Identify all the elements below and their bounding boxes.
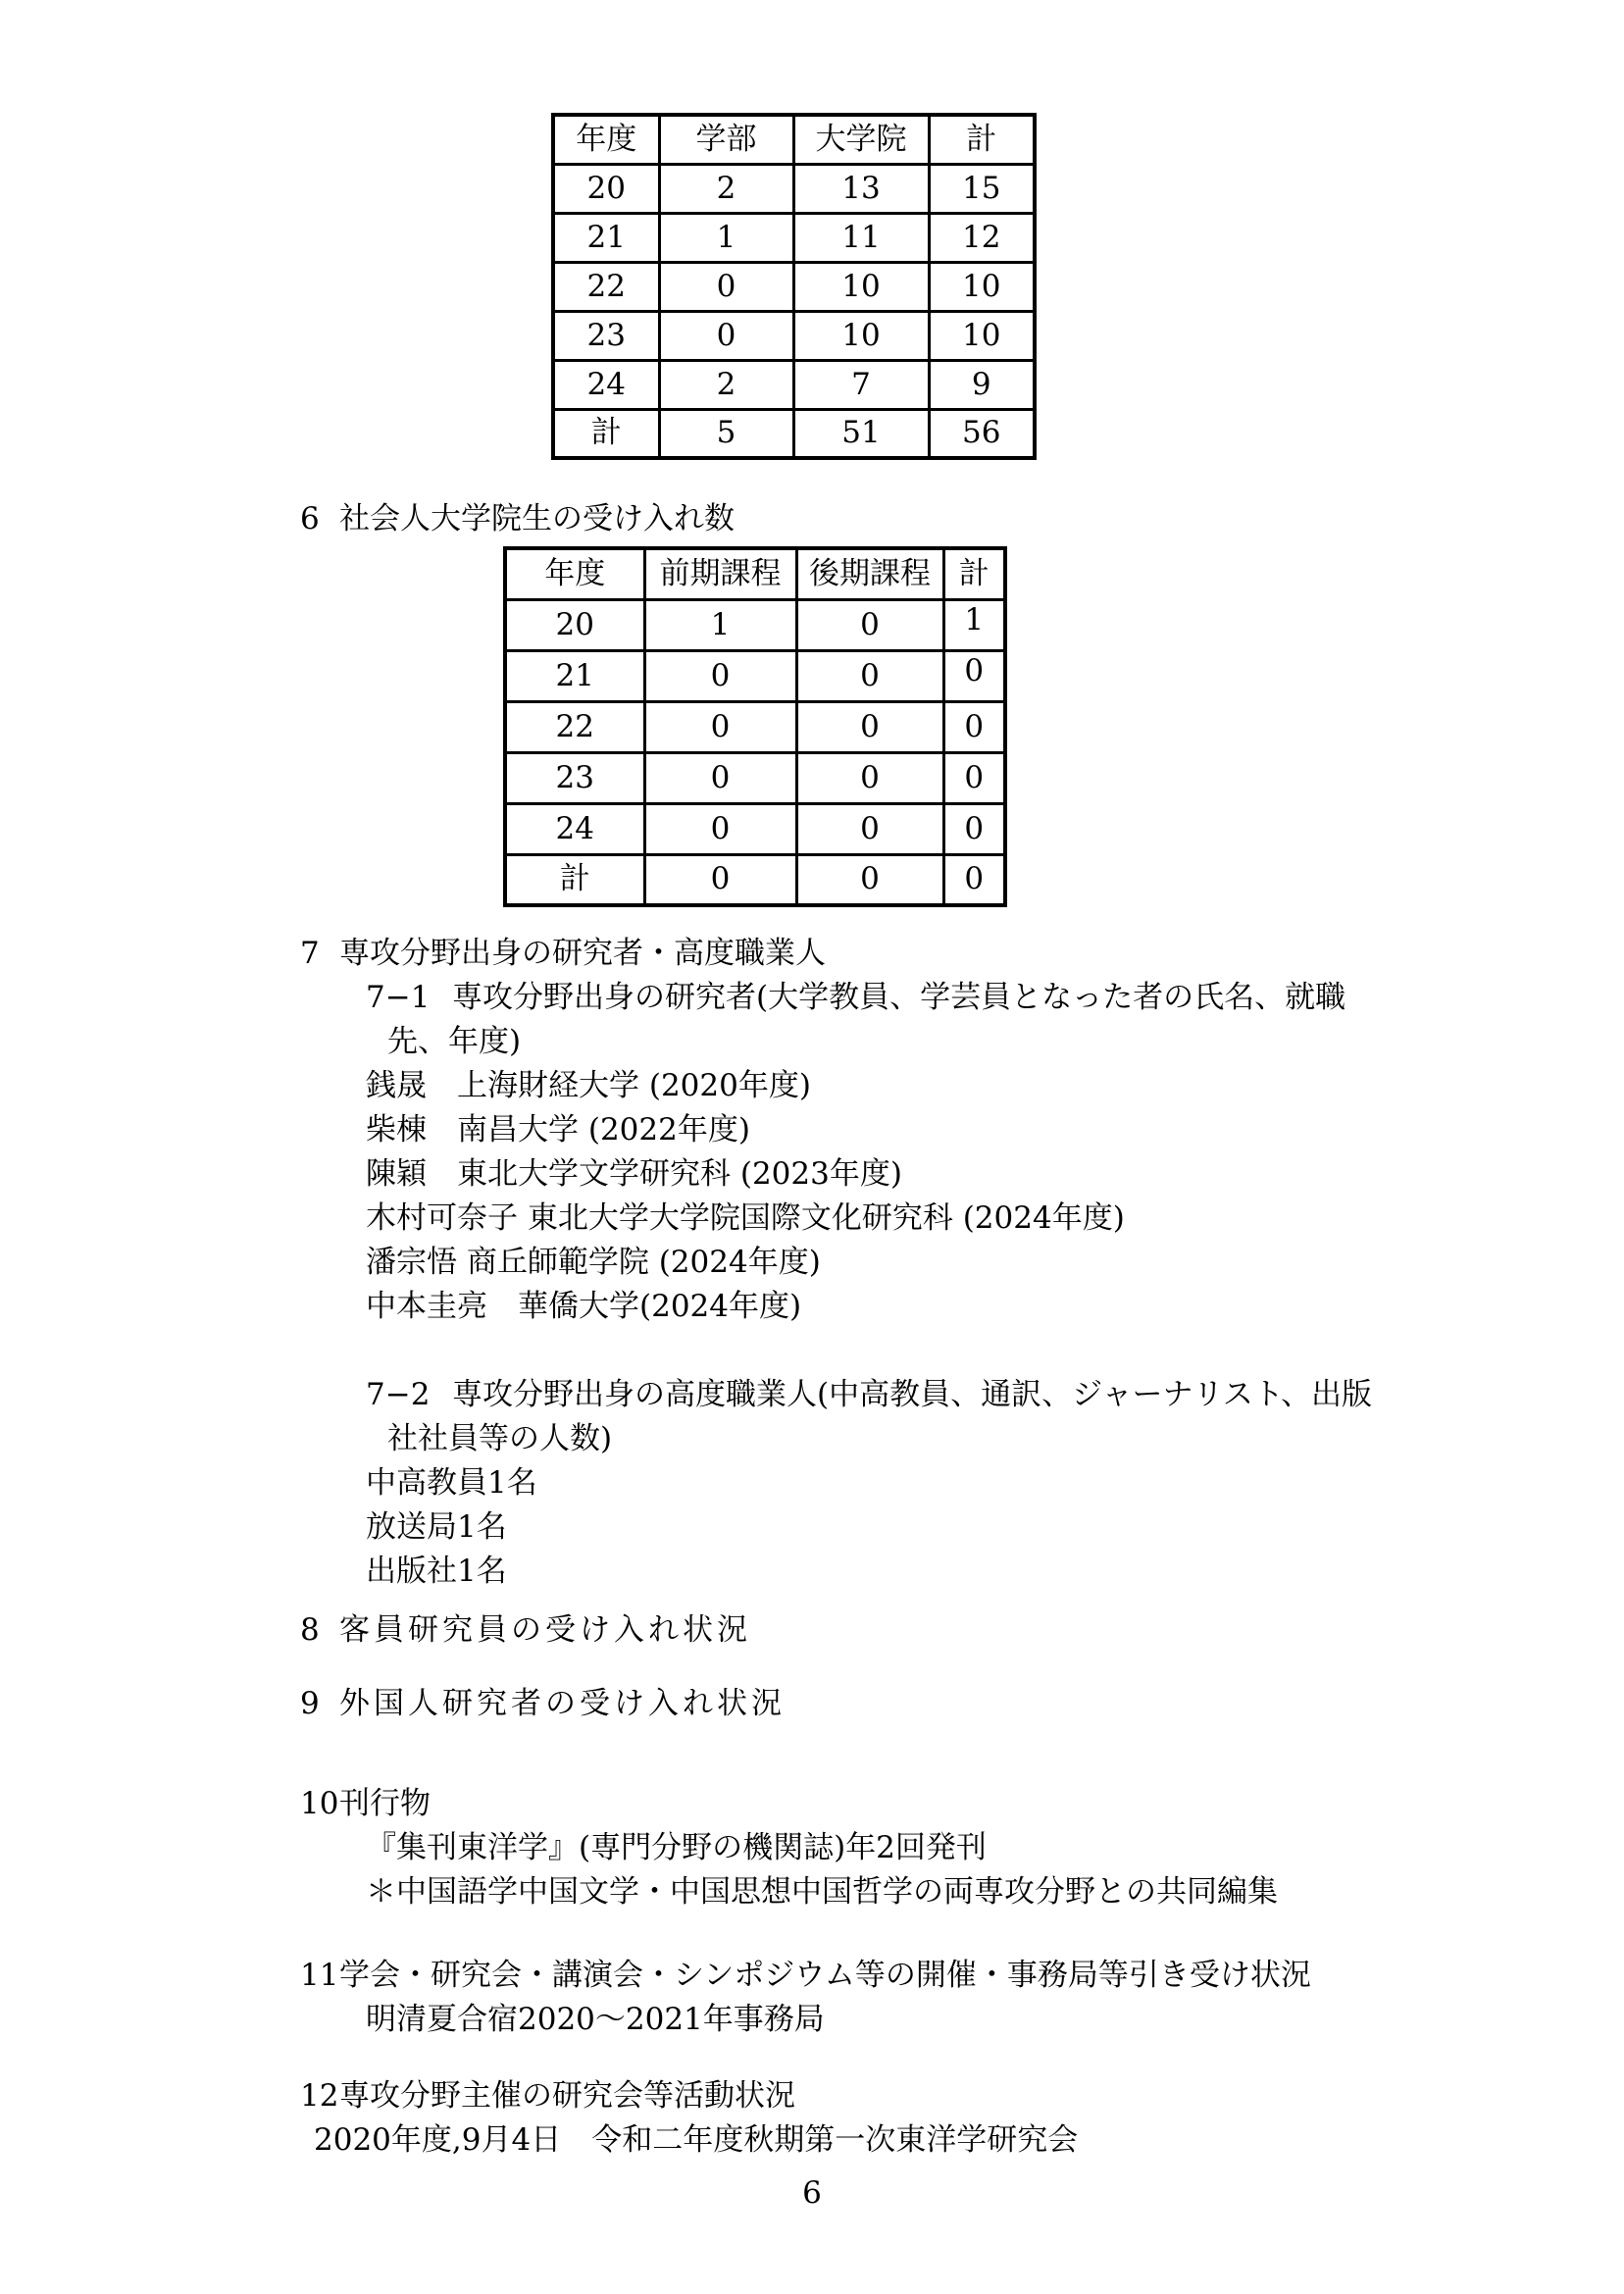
professional-line: 中高教員1名 bbox=[366, 1465, 537, 1501]
admissions-table-head bbox=[553, 115, 1035, 164]
subsection-title-continuation: 先、年度) bbox=[387, 1024, 522, 1059]
section-title: 専攻分野出身の研究者・高度職業人 bbox=[339, 936, 826, 971]
table-cell: 0 bbox=[796, 650, 943, 701]
table-cell: 0 bbox=[943, 650, 1005, 701]
section-title: 刊行物 bbox=[339, 1786, 431, 1821]
column-header: 計 bbox=[929, 115, 1035, 164]
table-cell: 10 bbox=[929, 311, 1035, 360]
table-cell: 23 bbox=[553, 311, 659, 360]
subsection-number: 7−2 bbox=[366, 1377, 431, 1412]
table-cell: 0 bbox=[796, 752, 943, 803]
page-number: 6 bbox=[802, 2175, 822, 2211]
section-title: 社会人大学院生の受け入れ数 bbox=[339, 501, 735, 536]
table-cell: 51 bbox=[793, 409, 929, 458]
column-header: 前期課程 bbox=[644, 548, 796, 599]
table-header-row bbox=[505, 548, 1005, 599]
table-cell: 21 bbox=[505, 650, 644, 701]
table-cell: 0 bbox=[796, 701, 943, 752]
table-row bbox=[505, 599, 1005, 650]
subsection-number: 7−1 bbox=[366, 980, 431, 1015]
table-cell: 7 bbox=[793, 360, 929, 409]
column-header: 大学院 bbox=[793, 115, 929, 164]
table-row bbox=[553, 311, 1035, 360]
table-cell: 0 bbox=[943, 752, 1005, 803]
table-cell: 15 bbox=[929, 164, 1035, 213]
table-cell: 21 bbox=[553, 213, 659, 262]
column-header: 後期課程 bbox=[796, 548, 943, 599]
table-header-row bbox=[553, 115, 1035, 164]
section-heading-6 bbox=[0, 497, 1624, 541]
subsection-heading-7-1 bbox=[0, 976, 1624, 1020]
table-row bbox=[505, 803, 1005, 854]
table-cell: 0 bbox=[943, 854, 1005, 905]
table-cell: 10 bbox=[793, 262, 929, 311]
table-cell: 12 bbox=[929, 213, 1035, 262]
table-cell: 0 bbox=[644, 650, 796, 701]
table-row bbox=[553, 213, 1035, 262]
section-number: 6 bbox=[300, 501, 320, 536]
section-title: 専攻分野主催の研究会等活動状況 bbox=[339, 2078, 795, 2114]
table-cell: 0 bbox=[943, 701, 1005, 752]
table-cell: 0 bbox=[644, 803, 796, 854]
table-cell: 5 bbox=[659, 409, 793, 458]
publication-note-line: ＊中国語学中国文学・中国思想中国哲学の両専攻分野との共同編集 bbox=[366, 1874, 1278, 1910]
table-cell: 9 bbox=[929, 360, 1035, 409]
section-title: 学会・研究会・講演会・シンポジウム等の開催・事務局等引き受け状況 bbox=[339, 1958, 1311, 1993]
working-adult-table-body bbox=[505, 599, 1005, 905]
table-row bbox=[505, 701, 1005, 752]
subsection-title: 専攻分野出身の研究者(大学教員、学芸員となった者の氏名、就職 bbox=[452, 980, 1346, 1015]
table-cell: 0 bbox=[943, 803, 1005, 854]
table-cell: 0 bbox=[659, 262, 793, 311]
table-cell: 計 bbox=[505, 854, 644, 905]
table-cell: 23 bbox=[505, 752, 644, 803]
table-cell: 10 bbox=[793, 311, 929, 360]
column-header: 学部 bbox=[659, 115, 793, 164]
subsection-heading-7-2 bbox=[0, 1373, 1624, 1417]
table-row bbox=[553, 409, 1035, 458]
table-cell: 11 bbox=[793, 213, 929, 262]
table-row bbox=[553, 262, 1035, 311]
section-number: 7 bbox=[300, 936, 320, 971]
table-cell: 24 bbox=[505, 803, 644, 854]
column-header: 年度 bbox=[553, 115, 659, 164]
table-row bbox=[553, 360, 1035, 409]
professional-line: 放送局1名 bbox=[366, 1509, 507, 1545]
table-cell: 2 bbox=[659, 164, 793, 213]
table-cell: 0 bbox=[796, 599, 943, 650]
admissions-table-body bbox=[553, 164, 1035, 458]
table-cell: 1 bbox=[659, 213, 793, 262]
table-row bbox=[505, 752, 1005, 803]
activity-line: 2020年度,9月4日 令和二年度秋期第一次東洋学研究会 bbox=[314, 2122, 1079, 2158]
table-row bbox=[505, 854, 1005, 905]
subsection-title-continuation: 社社員等の人数) bbox=[387, 1421, 613, 1456]
table-cell: 13 bbox=[793, 164, 929, 213]
section-number: 12 bbox=[300, 2078, 339, 2114]
table-cell: 0 bbox=[644, 752, 796, 803]
working-adult-table bbox=[503, 546, 1007, 907]
admissions-table bbox=[551, 113, 1037, 460]
column-header: 計 bbox=[943, 548, 1005, 599]
section-heading-10 bbox=[0, 1782, 1624, 1826]
researcher-line: 陳穎 東北大学文学研究科 (2023年度) bbox=[366, 1156, 902, 1192]
table-cell: 1 bbox=[943, 599, 1005, 650]
table-cell: 20 bbox=[553, 164, 659, 213]
section-heading-8 bbox=[0, 1608, 1624, 1653]
table-cell: 計 bbox=[553, 409, 659, 458]
section-number: 10 bbox=[300, 1786, 339, 1821]
section-number: 11 bbox=[300, 1958, 339, 1993]
table-cell: 0 bbox=[796, 854, 943, 905]
section-title: 外国人研究者の受け入れ状況 bbox=[339, 1686, 786, 1721]
section-title: 客員研究員の受け入れ状況 bbox=[339, 1612, 751, 1648]
section-number: 8 bbox=[300, 1612, 324, 1648]
table-cell: 2 bbox=[659, 360, 793, 409]
table-cell: 22 bbox=[553, 262, 659, 311]
section-number: 9 bbox=[300, 1686, 324, 1721]
table-cell: 56 bbox=[929, 409, 1035, 458]
table-cell: 1 bbox=[644, 599, 796, 650]
column-header: 年度 bbox=[505, 548, 644, 599]
section-heading-9 bbox=[0, 1682, 1624, 1726]
table-cell: 0 bbox=[644, 701, 796, 752]
table-row bbox=[553, 164, 1035, 213]
researcher-line: 柴棟 南昌大学 (2022年度) bbox=[366, 1112, 750, 1147]
table-cell: 20 bbox=[505, 599, 644, 650]
table-cell: 24 bbox=[553, 360, 659, 409]
professional-line: 出版社1名 bbox=[366, 1554, 507, 1589]
table-row bbox=[505, 650, 1005, 701]
section-heading-11 bbox=[0, 1954, 1624, 1998]
event-office-line: 明清夏合宿2020〜2021年事務局 bbox=[366, 2002, 825, 2037]
researcher-line: 木村可奈子 東北大学大学院国際文化研究科 (2024年度) bbox=[366, 1200, 1125, 1236]
table-cell: 0 bbox=[796, 803, 943, 854]
working-adult-table-head bbox=[505, 548, 1005, 599]
subsection-title: 専攻分野出身の高度職業人(中高教員、通訳、ジャーナリスト、出版 bbox=[452, 1377, 1373, 1412]
researcher-line: 潘宗悟 商丘師範学院 (2024年度) bbox=[366, 1245, 821, 1280]
section-heading-7 bbox=[0, 932, 1624, 976]
researcher-line: 中本圭亮 華僑大学(2024年度) bbox=[366, 1289, 802, 1324]
researcher-line: 銭晟 上海財経大学 (2020年度) bbox=[366, 1068, 811, 1103]
table-cell: 10 bbox=[929, 262, 1035, 311]
table-cell: 0 bbox=[644, 854, 796, 905]
table-cell: 22 bbox=[505, 701, 644, 752]
publication-line: 『集刊東洋学』(専門分野の機関誌)年2回発刊 bbox=[366, 1830, 987, 1865]
table-cell: 0 bbox=[659, 311, 793, 360]
section-heading-12 bbox=[0, 2074, 1624, 2118]
